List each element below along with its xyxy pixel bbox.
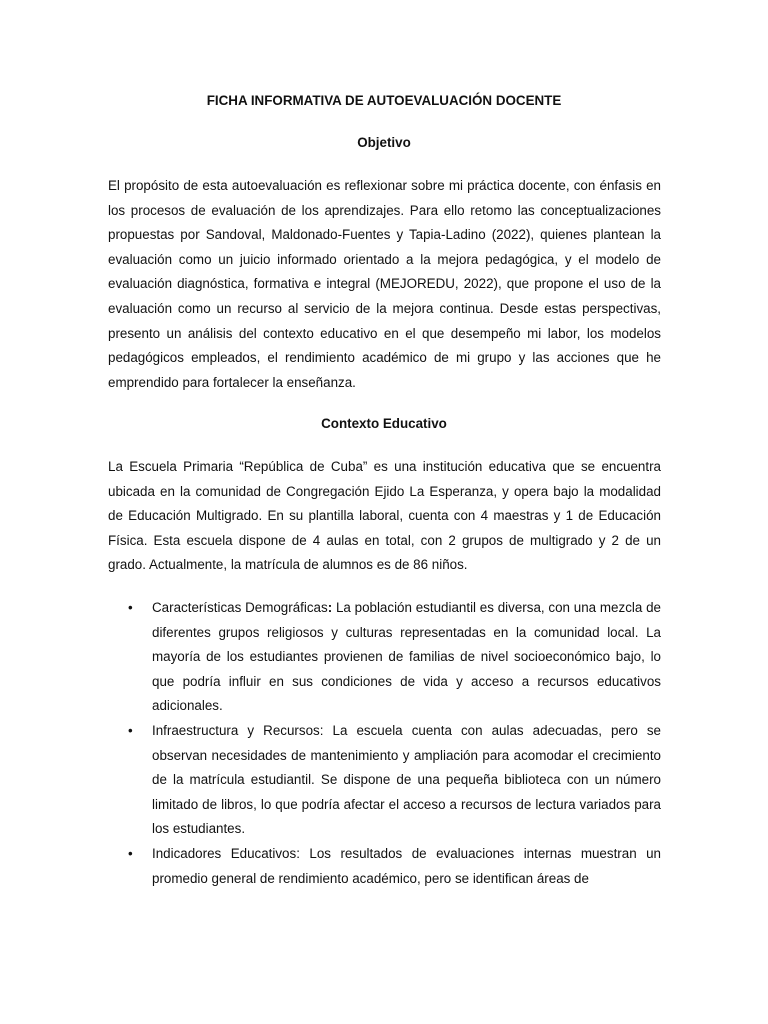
bullet-list [108, 596, 661, 891]
bullet-label: Infraestructura y Recursos [152, 722, 320, 738]
list-item-demograficas [108, 596, 661, 719]
paragraph-objetivo: El propósito de esta autoevaluación es reflexionar sobre mi práctica docente, con énfasis en los procesos de evaluación de los aprendizajes. Para ello retomo las conceptualizaciones propuestas por Sandoval, Maldonado-Fuentes y Tapia-Ladino (2022), quienes plantean la evaluación como un juicio informado orientado a la mejora pedagógica, y el modelo de evaluación diagnóstica, formativa e integral (MEJOREDU, 2022), que propone el uso de la evaluación como un recurso al servicio de la mejora continua. Desde estas perspectivas, presento un análisis del contexto educativo en el que desempeño mi labor, los modelos pedagógicos empleados, el rendimiento académico de mi grupo y las acciones que he emprendido para fortalecer la enseñanza. [108, 178, 661, 390]
bullet-separator: : [319, 722, 324, 738]
bullet-icon: • [128, 722, 133, 738]
bullet-label: Indicadores Educativos [152, 845, 297, 861]
bullet-label: Características Demográficas [152, 600, 328, 615]
list-item-indicadores [108, 842, 661, 891]
bullet-text: La escuela cuenta con aulas adecuadas, pero se observan necesidades de mantenimiento y ampliación para acomodar el crecimiento de la matrícula estudiantil. Se dispone de una pequeña biblioteca con un número limitado de libros, lo que podría afectar el acceso a recursos de lectura variados para los estudiantes. [152, 722, 661, 837]
bullet-text: La población estudiantil es diversa, con una mezcla de diferentes grupos religiosos y culturas representadas en la comunidad local. La mayoría de los estudiantes provienen de familias de nivel socioeconómico bajo, lo que podría influir en sus condiciones de vida y acceso a recursos educativos adicionales. [152, 600, 661, 714]
paragraph-contexto: La Escuela Primaria “República de Cuba” es una institución educativa que se encuentra ubicada en la comunidad de Congregación Ejido La Esperanza, y opera bajo la modalidad de Educación Multigrado. En su plantilla laboral, cuenta con 4 maestras y 1 de Educación Física. Esta escuela dispone de 4 aulas en total, con 2 grupos de multigrado y 2 de un grado. Actualmente, la matrícula de alumnos es de 86 niños. [108, 459, 661, 573]
bullet-icon: • [128, 600, 133, 615]
bullet-separator: : [296, 845, 300, 861]
list-item-infraestructura [108, 719, 661, 842]
bullet-separator: : [327, 600, 333, 615]
bullet-text: Los resultados de evaluaciones internas muestran un promedio general de rendimiento académico, pero se identifican áreas de [152, 845, 661, 886]
document-title: FICHA INFORMATIVA DE AUTOEVALUACIÓN DOCENTE [206, 93, 562, 108]
section-heading-contexto: Contexto Educativo [321, 416, 447, 431]
section-heading-objetivo: Objetivo [357, 135, 411, 150]
bullet-icon: • [128, 845, 133, 861]
